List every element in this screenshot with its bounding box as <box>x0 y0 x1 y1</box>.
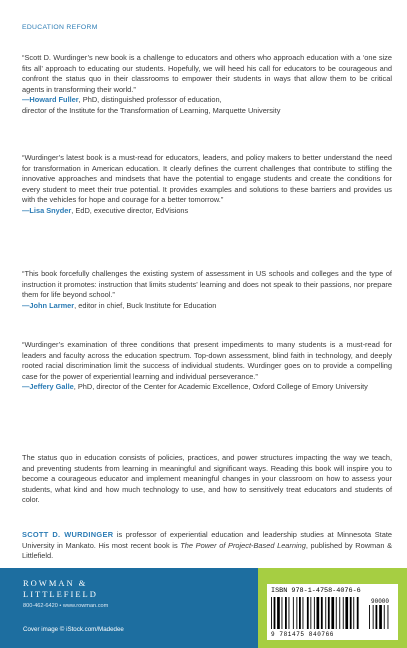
book-title: The Power of Project-Based Learning <box>180 540 306 550</box>
blurb-attribution-line2 <box>22 106 392 117</box>
barcode-panel <box>258 568 407 648</box>
barcode-box <box>267 584 398 640</box>
author-name: SCOTT D. WURDINGER <box>22 530 114 539</box>
blurb-attribution <box>22 206 392 217</box>
category-label: EDUCATION REFORM <box>22 24 98 31</box>
blurb-attribution <box>22 382 392 393</box>
attribution-dash: — <box>22 382 30 391</box>
attribution-credential: , EdD, executive director, EdVisions <box>71 205 189 215</box>
attribution-dash: — <box>22 95 30 104</box>
blurb-quote: “Scott D. Wurdinger’s new book is a challenge to educators and others who approach education with a ‘one size fits all’ approach to educating our students. Hopefully, we will heed his call for educators to be courageous and confront the status quo in their classrooms to empower their students in ways that allow them to be critical agents in transforming their world.” <box>22 53 392 94</box>
blurb-1 <box>22 53 392 116</box>
blurb-attribution <box>22 95 392 106</box>
blurb-attribution <box>22 301 392 312</box>
attribution-name: Howard Fuller <box>29 95 79 104</box>
blurb-quote: “This book forcefully challenges the existing system of assessment in US schools and colleges and the type of instruction it promotes: instruction that limits students’ learning and does not speak to their passions, nor prepare them for life beyond school.” <box>22 269 392 299</box>
blurb-4 <box>22 340 392 393</box>
publisher-logo <box>23 578 98 600</box>
attribution-dash: — <box>22 205 30 215</box>
attribution-name: John Larmer <box>29 300 75 310</box>
attribution-credential-2: director of the Institute for the Transformation of Learning, Marquette University <box>22 105 281 115</box>
attribution-credential: , editor in chief, Buck Institute for Education <box>74 300 217 310</box>
publisher-logo-line1: ROWMAN & <box>23 578 88 588</box>
summary-text: The status quo in education consists of policies, practices, and power structures impacting the way we teach, and preventing students from learning in meaningful and significant ways. Reading this book will inspire you to become a courageous educator and implement meaningful changes in your classroom on how to assess your students, what kind and how much technology to use, and how to sensitively treat educators and students of color. <box>22 453 392 504</box>
attribution-name: Jeffery Galle <box>29 382 74 391</box>
barcode-icon <box>271 597 394 633</box>
attribution-credential: , PhD, director of the Center for Academic Excellence, Oxford College of Emory University <box>73 382 368 391</box>
book-summary <box>22 453 392 506</box>
author-bio-text <box>22 530 392 562</box>
author-bio-part1: is professor of experiential education and leadership studies at Minnesota State University in Mankato. His most recent book is <box>22 530 392 550</box>
attribution-dash: — <box>22 300 30 310</box>
author-bio <box>22 530 392 562</box>
blurb-quote: “Wurdinger’s examination of three conditions that present impediments to many students is a must-read for leaders and faculty across the education spectrum. Top-down assessment, blind faith in technology, and deeply rooted racial discrimination limit the success of individual students. Wurdinger goes on to provide a compelling case for the power of experiential learning and individual perseverance.” <box>22 340 392 381</box>
blurb-2 <box>22 153 392 216</box>
blurb-quote: “Wurdinger’s latest book is a must-read for educators, leaders, and policy makers to better understand the need for transformation in American education. It clearly defines the current challenges that contribute to stifling the innovative approaches and mindsets that have the potential to engage students and create the conditions for every student to meet their true potential. It provides examples and solutions to these barriers and provides us with the vehicles for hope and courage for a better tomorrow.” <box>22 153 392 204</box>
publisher-footer <box>0 568 258 648</box>
barcode-digits: 9 781475 840766 <box>271 631 335 638</box>
blurb-3 <box>22 269 392 311</box>
attribution-name: Lisa Snyder <box>29 205 72 215</box>
publisher-logo-line2: LITTLEFIELD <box>23 589 98 599</box>
publisher-contact: 800-462-6420 • www.rowman.com <box>23 603 109 609</box>
attribution-credential: , PhD, distinguished professor of education, <box>78 95 222 104</box>
isbn-text: ISBN 978-1-4758-4076-6 <box>271 587 361 595</box>
cover-credit: Cover image © iStock.com/Madedee <box>23 626 124 633</box>
author-bio-part2: , published by Rowman & Littlefield. <box>22 540 392 560</box>
barcode-addon: 90000 <box>371 598 390 605</box>
